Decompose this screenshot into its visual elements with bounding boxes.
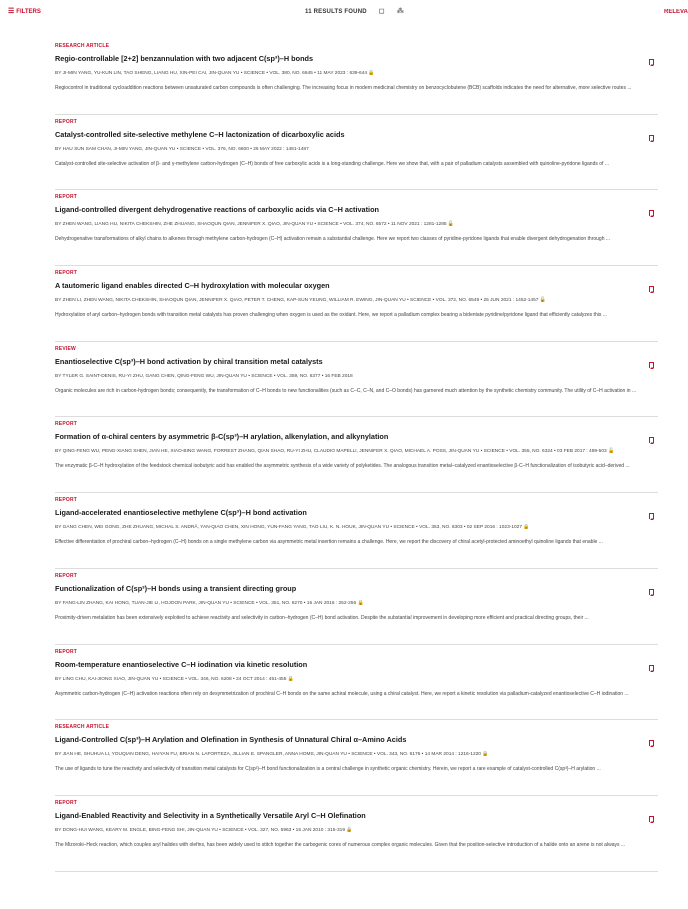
article-title-link[interactable]: Regio-controllable [2+2] benzannulation with two adjacent C(sp³)–H bonds [55,54,314,63]
article-title-link[interactable]: Ligand-controlled divergent dehydrogenative reactions of carboxylic acids via C–H activation [55,205,379,215]
save-search-icon[interactable]: ◻ [378,8,385,15]
lock-icon: 🔒 [482,751,489,758]
article-abstract: The use of ligands to tune the reactivity and selectivity of transition metal catalysts for C(sp³)–H bond functionalization is a central challenge in synthetic organic chemistry. Herein, we report a rare example of catalyst-controlled C(sp³)–H arylation ... [55,766,601,773]
list-item [55,645,658,721]
bookmark-icon[interactable] [649,437,654,443]
article-type: REPORT [55,270,78,277]
rss-icon[interactable]: ⁂ [396,8,404,15]
article-abstract: The enzymatic β-C–H hydroxylation of the feedstock chemical isobutyric acid has enabled the asymmetric synthesis of a wide variety of polyketides. The analogous transition metal–catalyzed enantioselective β-C–H functionalization of isobutyric acid–derived ... [55,463,630,470]
bookmark-icon[interactable] [649,135,654,141]
bookmark-icon[interactable] [649,286,654,292]
article-meta-text: BY ZHEN WANG, LIANG HU, NIKITA CHEKSHIN, ZHE ZHUANG, SHAOQUN QIAN, JENNIFER X. QIAO, JIN-QUAN YU • SCIENCE • VOL. 374, NO. 6572 • 11 NOV 2021 : 1281-1285 [55,222,447,228]
bookmark-icon[interactable] [649,740,654,746]
filters-button[interactable] [8,9,41,15]
article-title-link[interactable]: Ligand-Controlled C(sp³)–H Arylation and Olefination in Synthesis of Unnatural Chiral α–Amino Acids [55,735,407,745]
article-meta [55,295,655,306]
article-title-link[interactable]: Ligand-accelerated enantioselective methylene C(sp³)–H bond activation [55,508,307,518]
article-type: RESEARCH ARTICLE [55,724,110,731]
sort-dropdown[interactable]: RELEVA [664,9,688,15]
article-title-link[interactable]: Formation of α-chiral centers by asymmetric β-C(sp³)–H arylation, alkenylation, and alkynylation [55,432,389,442]
filters-label: FILTERS [16,9,41,15]
lock-icon: 🔓 [447,221,455,228]
lock-icon: 🔓 [539,297,547,304]
article-type: REPORT [55,572,78,579]
article-type: REPORT [55,497,78,504]
article-meta [55,371,655,382]
results-list [55,39,658,872]
article-title-link[interactable]: A tautomeric ligand enables directed C‒H hydroxylation with molecular oxygen [55,281,330,291]
article-abstract: Regiocontrol in traditional cycloaddition reactions between unsaturated carbon compounds is often challenging. The increasing focus in modern medicinal chemistry on benzocyclobutene (BCB) scaffolds indicates the need for alternative, more selective routes ... [55,85,632,91]
article-title-link[interactable]: Enantioselective C(sp³)‒H bond activation by chiral transition metal catalysts [55,356,323,366]
results-count [305,9,404,15]
lock-icon: 🔒 [346,826,353,833]
article-meta [55,219,655,230]
article-abstract: Asymmetric carbon-hydrogen (C–H) activation reactions often rely on desymmetrization of prochiral C–H bonds on the same achiral molecule, using a chiral catalyst. Here, we report a kinetic resolution via palladium-catalyzed enantioselective C–H iodination ... [55,690,629,697]
article-meta [55,522,655,533]
article-meta-text: BY HAU SUN SAM CHAN, JI-MIN YANG, JIN-QUAN YU • SCIENCE • VOL. 376, NO. 6600 • 26 MAY 2022 : 1481-1487 [55,146,309,152]
article-meta-text: BY LING CHU, KAI-JIONG XIAO, JIN-QUAN YU • SCIENCE • VOL. 346, NO. 6208 • 24 OCT 2014 : 451-455 [55,676,287,682]
filter-list-icon: ☰ [8,8,15,15]
article-abstract: Organic molecules are rich in carbon-hydrogen bonds; consequently, the transformation of C–H bonds to new functionalities (such as C–C, C–N, and C–O bonds) has garnered much attention by the synthetic chemistry community. The utility of C–H activation in ... [55,387,637,394]
article-abstract: The Mizoroki–Heck reaction, which couples aryl halides with olefins, has been widely used to stitch together the carbogenic cores of numerous complex organic molecules. Given that the position-selective introduction of a halide onto an arene is not always ... [55,841,626,848]
article-meta-text: BY TYLER G. SAINT-DENIS, RU-YI ZHU, GANG CHEN, QING-FENG WU, JIN-QUAN YU • SCIENCE • VOL. 359, NO. 6377 • 16 FEB 2018 [55,373,353,379]
list-item [55,266,658,342]
lock-icon: 🔒 [368,70,375,76]
results-count-label: 11 RESULTS FOUND [305,9,367,15]
bookmark-icon[interactable] [649,589,654,595]
article-title-link[interactable]: Functionalization of C(sp³)–H bonds using a transient directing group [55,583,297,593]
article-title-link[interactable]: Ligand-Enabled Reactivity and Selectivity in a Synthetically Versatile Aryl C–H Olefination [55,810,366,820]
article-type: REVIEW [55,345,76,352]
list-item [55,493,658,569]
article-meta-text: BY DONG-HUI WANG, KEARY M. ENGLE, BING-FENG SHI, JIN-QUAN YU • SCIENCE • VOL. 327, NO. 5963 • 15 JAN 2010 : 315-319 [55,827,346,833]
article-title-link[interactable]: Room-temperature enantioselective C–H iodination via kinetic resolution [55,659,308,669]
article-meta-text: BY JIAN HE, SHUHUA LI, YOUQIAN DENG, HAIYAN FU, BRIAN N. LAFORTEZA, JILLIAN E. SPANGLER, ANNA HOMS, JIN-QUAN YU • SCIENCE • VOL. 343, NO. 6176 • 14 MAR 2014 : 1216-1220 [55,752,481,758]
lock-icon: 🔒 [357,599,364,606]
article-meta [55,68,655,79]
article-meta-text: BY JI-MIN YANG, YU-KUN LIN, TAO SHENG, LIANG HU, XIN-PEI CAI, JIN-QUAN YU • SCIENCE • VOL. 380, NO. 6645 • 11 MAY 2023 : 639-644 [55,71,368,76]
article-meta [55,674,655,685]
article-abstract: Effective differentiation of prochiral carbon–hydrogen (C–H) bonds on a single methylene carbon via asymmetric metal insertion remains a challenge. Here, we report the discovery of chiral acetyl-protected aminoethyl quinoline ligands that enable ... [55,539,603,546]
bookmark-icon[interactable] [649,362,654,368]
list-item [55,796,658,872]
article-type: REPORT [55,799,78,806]
article-meta [55,749,655,760]
lock-icon: 🔒 [523,524,530,531]
bookmark-icon[interactable] [649,665,654,671]
article-meta [55,446,655,457]
article-meta [55,825,655,836]
article-meta [55,144,655,155]
article-type: REPORT [55,118,78,125]
article-abstract: Hydroxylation of aryl carbon–hydrogen bonds with transition metal catalysts has proven challenging when oxygen is used as the oxidant. Here, we report a palladium complex bearing a bidentate pyridine/pyridone ligand that efficiently catalyzes this ... [55,312,607,319]
bookmark-icon[interactable] [649,59,654,65]
list-item [55,569,658,645]
bookmark-icon[interactable] [649,816,654,822]
article-type: REPORT [55,194,78,201]
list-item [55,417,658,493]
results-toolbar [0,0,688,28]
article-type: REPORT [55,648,78,655]
article-abstract: Proximity-driven metalation has been extensively exploited to achieve reactivity and selectivity in carbon–hydrogen (C–H) bond activation. Despite the substantial improvement in developing more efficient and practical directing groups, their ... [55,614,589,621]
article-meta-text: BY FANG-LIN ZHANG, KAI HONG, TUAN-JIE LI, HOJOON PARK, JIN-QUAN YU • SCIENCE • VOL. 351, NO. 6270 • 15 JAN 2016 : 252-256 [55,600,357,606]
bookmark-icon[interactable] [649,210,654,216]
lock-icon: 🔓 [608,448,615,455]
bookmark-icon[interactable] [649,513,654,519]
article-type: RESEARCH ARTICLE [55,43,110,49]
article-meta [55,598,655,609]
list-item [55,190,658,266]
article-abstract: Catalyst-controlled site-selective activation of β- and γ-methylene carbon-hydrogen (C–H) bonds of free carboxylic acids is a long-standing challenge. Here we show that, with a pair of palladium catalysts assembled with quinoline-pyridone ligands of ... [55,160,609,167]
list-item [55,115,658,191]
article-meta-text: BY QING-FENG WU, PENG-XIANG SHEN, JIAN HE, XIAO-BING WANG, FORREST ZHANG, QIAN SHAO, RU-YI ZHU, CLAUDIO MAPELLI, JENNIFER X. QIAO, MICHAEL A. POSS, JIN-QUAN YU • SCIENCE • VOL. 355, NO. 6324 • 03 FEB 2017 : 499-503 [55,449,607,455]
list-item [55,39,658,115]
article-abstract: Dehydrogenative transformations of alkyl chains to alkenes through methylene carbon-hydrogen (C–H) activation remain a substantial challenge. Here we report two classes of pyridine-pyridone ligands that enable divergent dehydrogenation through ... [55,236,611,243]
list-item [55,342,658,418]
article-meta-text: BY GANG CHEN, WEI GONG, ZHE ZHUANG, MICHAL S. ANDRÄ, YAN-QIAO CHEN, XIN HONG, YUN-FANG YANG, TAO LIU, K. N. HOUK, JIN-QUAN YU • SCIENCE • VOL. 353, NO. 6303 • 02 SEP 2016 : 1023-1027 [55,525,522,531]
article-meta-text: BY ZHEN LI, ZHEN WANG, NIKITA CHEKSHIN, SHAOQUN QIAN, JENNIFER X. QIAO, PETER T. CHENG, KAP-SUN YEUNG, WILLIAM R. EWING, JIN-QUAN YU • SCIENCE • VOL. 372, NO. 6549 • 25 JUN 2021 : 1452-1457 [55,298,539,304]
list-item [55,720,658,796]
article-title-link[interactable]: Catalyst-controlled site-selective methylene C–H lactonization of dicarboxylic acids [55,129,345,139]
lock-icon: 🔒 [287,675,294,682]
article-type: REPORT [55,421,78,428]
